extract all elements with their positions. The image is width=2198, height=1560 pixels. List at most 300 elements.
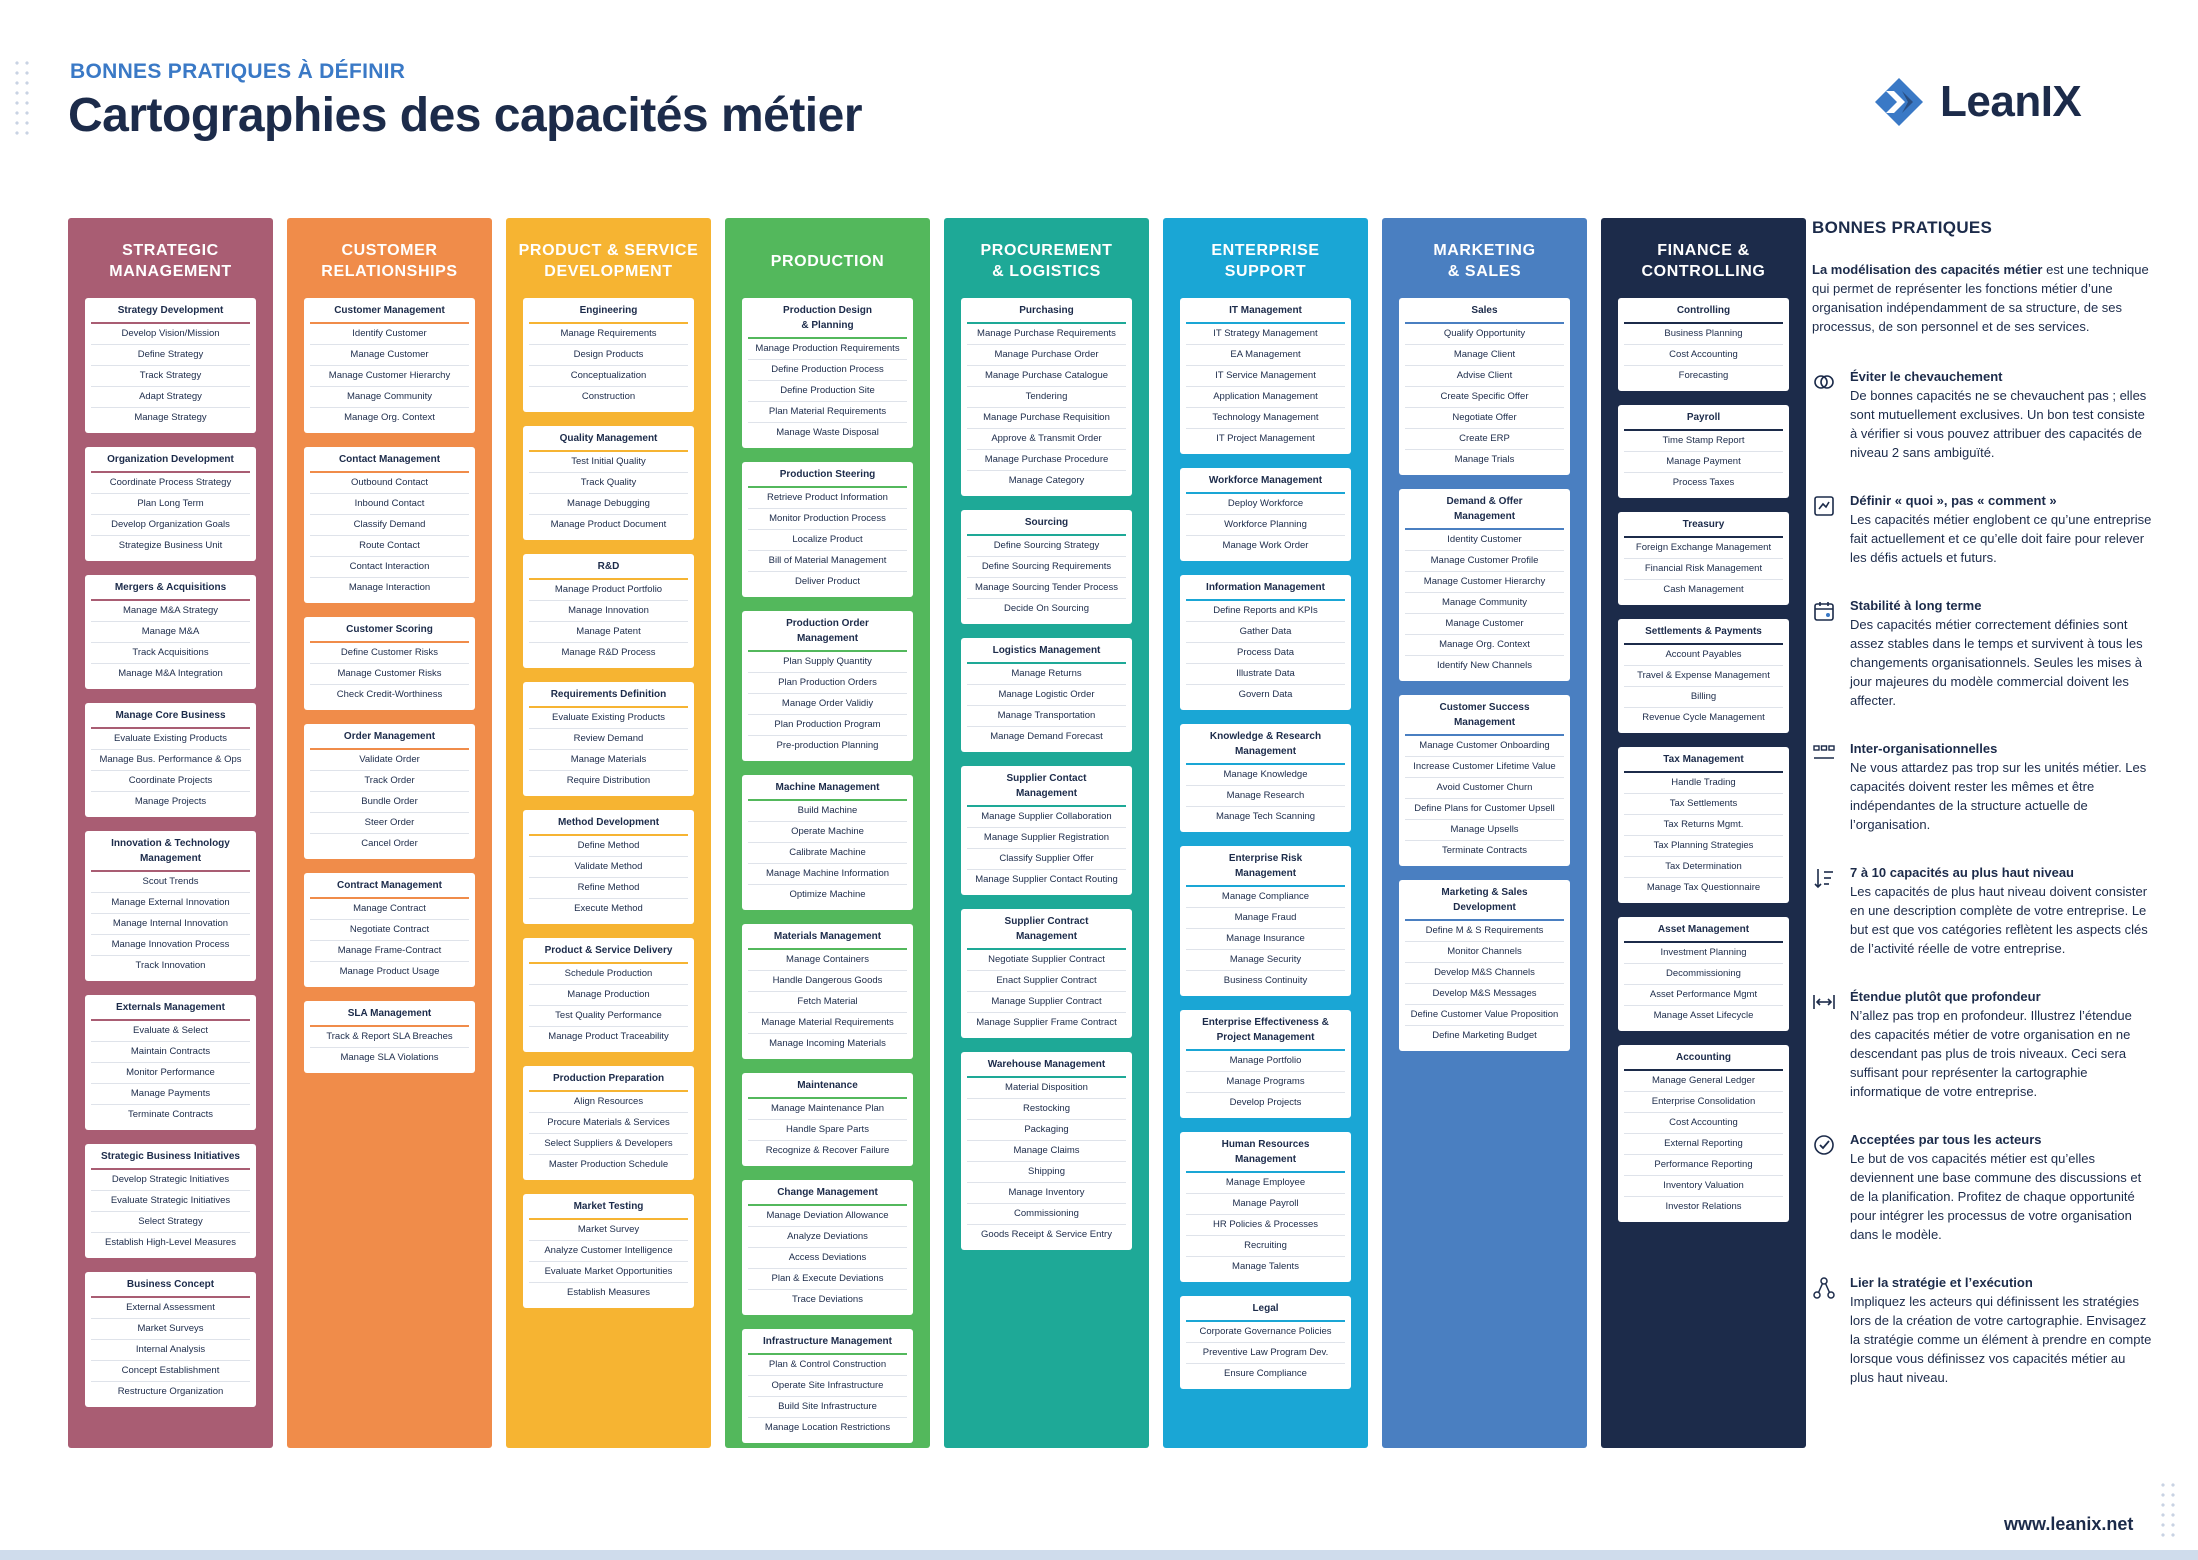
best-practices-title: BONNES PRATIQUES	[1812, 218, 1993, 237]
capability-group	[961, 1052, 1132, 1250]
capability-item: Execute Method	[574, 903, 643, 914]
capability-item: Enact Supplier Contract	[967, 971, 1126, 992]
capability-item: Classify Demand	[310, 515, 469, 536]
capability-item: Tendering	[967, 387, 1126, 408]
capability-item: Plan & Execute Deviations	[748, 1269, 907, 1290]
what-not-how-icon	[1812, 494, 1836, 518]
column-enterprise-support	[1163, 218, 1368, 1448]
capability-item: Manage SLA Violations	[340, 1052, 439, 1063]
capability-item: Design Products	[529, 345, 688, 366]
capability-item: Localize Product	[748, 530, 907, 551]
capability-item: Manage Supplier Frame Contract	[976, 1017, 1117, 1028]
capability-map	[68, 218, 1778, 1448]
capability-item: Business Continuity	[1223, 975, 1308, 986]
capability-group	[1618, 298, 1789, 391]
capability-item: Terminate Contracts	[1441, 845, 1527, 856]
best-practice-title: Stabilité à long terme	[1850, 598, 1982, 613]
capability-item: Bill of Material Management	[748, 551, 907, 572]
capability-item: Avoid Customer Churn	[1405, 778, 1564, 799]
capability-item: Manage Work Order	[1222, 540, 1309, 551]
capability-item: Manage Product Portfolio	[529, 580, 688, 601]
best-practice-title: Acceptées par tous les acteurs	[1850, 1132, 2042, 1147]
capability-group-title: Customer Scoring	[310, 619, 469, 643]
capability-item: Manage Innovation Process	[91, 935, 250, 956]
best-practice-title: 7 à 10 capacités au plus haut niveau	[1850, 865, 2074, 880]
capability-group-title: Strategy Development	[91, 300, 250, 324]
capability-group	[85, 575, 256, 689]
network-icon	[1812, 1276, 1836, 1300]
capability-item: Material Disposition	[967, 1078, 1126, 1099]
capability-item: Monitor Channels	[1405, 942, 1564, 963]
capability-group	[742, 611, 913, 761]
capability-item: Time Stamp Report	[1624, 431, 1783, 452]
capability-item: Recruiting	[1186, 1236, 1345, 1257]
capability-item: Asset Performance Mgmt	[1624, 985, 1783, 1006]
decorative-dots-bottom	[2158, 1480, 2180, 1540]
capability-group-title: Production Preparation	[529, 1068, 688, 1092]
column-production	[725, 218, 930, 1448]
capability-item: Increase Customer Lifetime Value	[1405, 757, 1564, 778]
capability-item: Qualify Opportunity	[1405, 324, 1564, 345]
capability-item: Manage Research	[1186, 786, 1345, 807]
capability-item: Manage Interaction	[348, 582, 431, 593]
capability-item: Manage Claims	[967, 1141, 1126, 1162]
capability-item: Enterprise Consolidation	[1624, 1092, 1783, 1113]
capability-group	[85, 447, 256, 561]
capability-item: Manage Maintenance Plan	[748, 1099, 907, 1120]
capability-item: Conceptualization	[529, 366, 688, 387]
capability-item: Check Credit-Worthiness	[336, 689, 443, 700]
capability-group	[523, 682, 694, 796]
best-practice-text: Ne vous attardez pas trop sur les unités métier. Les capacités doivent rester les mêmes et être indépendantes de la structure actuelle de l’organisation.	[1850, 760, 2147, 832]
capability-item: Manage Contract	[310, 899, 469, 920]
capability-group	[304, 873, 475, 987]
column-header: CUSTOMER RELATIONSHIPS	[321, 242, 458, 280]
best-practice-item	[1812, 1131, 2152, 1244]
capability-item: Coordinate Projects	[91, 771, 250, 792]
capability-group-title: Strategic Business Initiatives	[91, 1146, 250, 1170]
capability-item: Plan & Control Construction	[748, 1355, 907, 1376]
capability-item: Define Method	[529, 836, 688, 857]
capability-item: Preventive Law Program Dev.	[1186, 1343, 1345, 1364]
capability-item: Manage Payroll	[1186, 1194, 1345, 1215]
capability-group-title: Treasury	[1624, 514, 1783, 538]
capability-item: Manage Production Requirements	[748, 339, 907, 360]
capability-group	[1399, 695, 1570, 866]
capability-group-title: Enterprise Effectiveness & Project Management	[1186, 1012, 1345, 1051]
capability-item: Track Acquisitions	[91, 643, 250, 664]
capability-item: Manage Patent	[529, 622, 688, 643]
capability-item: Manage Compliance	[1186, 887, 1345, 908]
capability-group-title: Change Management	[748, 1182, 907, 1206]
capability-group-title: Payroll	[1624, 407, 1783, 431]
capability-group	[1180, 468, 1351, 561]
capability-item: Manage Deviation Allowance	[748, 1206, 907, 1227]
capability-item: Fetch Material	[748, 992, 907, 1013]
capability-item: Foreign Exchange Management	[1624, 538, 1783, 559]
capability-group	[304, 298, 475, 433]
capability-item: Manage Customer	[310, 345, 469, 366]
capability-item: Coordinate Process Strategy	[91, 473, 250, 494]
capability-item: Manage Logistic Order	[967, 685, 1126, 706]
capability-item: Manage Supplier Contract	[967, 992, 1126, 1013]
capability-group	[1180, 1296, 1351, 1389]
capability-item: Manage Asset Lifecycle	[1653, 1010, 1754, 1021]
capability-item: Manage M&A Integration	[118, 668, 223, 679]
capability-item: Identify Customer	[310, 324, 469, 345]
capability-group	[742, 298, 913, 448]
capability-item: Travel & Expense Management	[1624, 666, 1783, 687]
column-header: PRODUCT & SERVICE DEVELOPMENT	[518, 242, 699, 280]
capability-item: Manage Fraud	[1186, 908, 1345, 929]
column-body	[1399, 298, 1570, 1065]
capability-group	[742, 1180, 913, 1315]
column-procurement-and-logistics	[944, 218, 1149, 1448]
capability-group-title: Machine Management	[748, 777, 907, 801]
check-circle-icon	[1812, 1133, 1836, 1157]
capability-item: Schedule Production	[529, 964, 688, 985]
capability-item: Plan Long Term	[91, 494, 250, 515]
capability-group-title: Sourcing	[967, 512, 1126, 536]
capability-group	[961, 510, 1132, 624]
capability-item: Gather Data	[1186, 622, 1345, 643]
capability-item: Evaluate Market Opportunities	[529, 1262, 688, 1283]
capability-group-title: Controlling	[1624, 300, 1783, 324]
capability-group-title: Asset Management	[1624, 919, 1783, 943]
capability-item: Build Site Infrastructure	[748, 1397, 907, 1418]
capability-group	[1618, 917, 1789, 1031]
capability-item: Manage Payments	[91, 1084, 250, 1105]
capability-group-title: Business Concept	[91, 1274, 250, 1298]
capability-item: Manage Trials	[1454, 454, 1515, 465]
capability-item: Validate Method	[529, 857, 688, 878]
capability-item: Cash Management	[1663, 584, 1744, 595]
capability-item: Define Plans for Customer Upsell	[1405, 799, 1564, 820]
capability-group-title: Mergers & Acquisitions	[91, 577, 250, 601]
capability-group	[85, 831, 256, 981]
bottom-bar	[0, 1550, 2198, 1560]
capability-item: Evaluate & Select	[91, 1021, 250, 1042]
capability-item: Market Surveys	[91, 1319, 250, 1340]
capability-item: Restocking	[967, 1099, 1126, 1120]
best-practices-panel	[1812, 218, 2152, 1417]
capability-item: Manage Innovation	[529, 601, 688, 622]
capability-item: Create Specific Offer	[1405, 387, 1564, 408]
capability-item: Develop Strategic Initiatives	[91, 1170, 250, 1191]
capability-item: Manage Purchase Requirements	[967, 324, 1126, 345]
capability-item: Contact Interaction	[310, 557, 469, 578]
capability-group	[85, 1272, 256, 1407]
capability-group-title: Maintenance	[748, 1075, 907, 1099]
capability-item: Investment Planning	[1624, 943, 1783, 964]
capability-item: Manage Machine Information	[748, 864, 907, 885]
capability-item: Manage Community	[310, 387, 469, 408]
capability-item: Validate Order	[310, 750, 469, 771]
capability-item: Pre-production Planning	[776, 740, 879, 751]
capability-group	[1399, 298, 1570, 475]
capability-item: Define Customer Value Proposition	[1405, 1005, 1564, 1026]
column-header: STRATEGIC MANAGEMENT	[109, 242, 232, 280]
capability-item: Manage Programs	[1186, 1072, 1345, 1093]
capability-item: Establish High-Level Measures	[105, 1237, 236, 1248]
capability-item: Performance Reporting	[1624, 1155, 1783, 1176]
capability-item: IT Strategy Management	[1186, 324, 1345, 345]
capability-item: Operate Machine	[748, 822, 907, 843]
capability-item: Workforce Planning	[1186, 515, 1345, 536]
best-practice-text: N’allez pas trop en profondeur. Illustrez l’étendue des capacités métier de votre organisation en ne descendant pas plus de trois niveaux. Ceci sera suffisant pour représenter la cartographie informatique de votre entreprise.	[1850, 1008, 2132, 1099]
capability-group-title: Enterprise Risk Management	[1186, 848, 1345, 887]
capability-group	[523, 1194, 694, 1308]
capability-item: Manage Security	[1186, 950, 1345, 971]
capability-item: Outbound Contact	[310, 473, 469, 494]
capability-item: Plan Production Orders	[748, 673, 907, 694]
capability-item: Plan Production Program	[748, 715, 907, 736]
capability-item: Manage Customer Risks	[310, 664, 469, 685]
capability-item: Tax Returns Mgmt.	[1624, 815, 1783, 836]
capability-item: Manage Product Traceability	[548, 1031, 669, 1042]
column-body	[85, 298, 256, 1421]
capability-item: Investor Relations	[1665, 1201, 1742, 1212]
capability-item: Tax Determination	[1624, 857, 1783, 878]
capability-item: Terminate Contracts	[127, 1109, 213, 1120]
capability-item: Monitor Performance	[91, 1063, 250, 1084]
column-body	[1180, 298, 1351, 1403]
capability-group-title: Method Development	[529, 812, 688, 836]
capability-item: Manage Product Usage	[339, 966, 440, 977]
capability-group	[742, 1329, 913, 1443]
capability-group-title: Contact Management	[310, 449, 469, 473]
capability-group-title: Contract Management	[310, 875, 469, 899]
capability-group-title: Order Management	[310, 726, 469, 750]
capability-group-title: Customer Management	[310, 300, 469, 324]
capability-group-title: Infrastructure Management	[748, 1331, 907, 1355]
capability-group-title: Demand & Offer Management	[1405, 491, 1564, 530]
capability-item: Manage Insurance	[1186, 929, 1345, 950]
capability-group	[85, 1144, 256, 1258]
capability-item: IT Service Management	[1186, 366, 1345, 387]
capability-group	[1180, 575, 1351, 710]
capability-item: Shipping	[967, 1162, 1126, 1183]
capability-item: Recognize & Recover Failure	[765, 1145, 890, 1156]
leanix-logo-icon	[1872, 75, 1926, 129]
capability-group	[304, 617, 475, 710]
capability-group	[961, 766, 1132, 895]
column-body	[742, 298, 913, 1457]
capability-item: Inventory Valuation	[1624, 1176, 1783, 1197]
capability-item: Manage Employee	[1186, 1173, 1345, 1194]
capability-group-title: Supplier Contact Management	[967, 768, 1126, 807]
capability-item: Define Production Site	[748, 381, 907, 402]
capability-item: Develop M&S Messages	[1405, 984, 1564, 1005]
capability-item: Manage Org. Context	[344, 412, 435, 423]
capability-group-title: IT Management	[1186, 300, 1345, 324]
capability-item: Define Customer Risks	[310, 643, 469, 664]
capability-group	[304, 447, 475, 603]
capability-item: Manage Talents	[1232, 1261, 1299, 1272]
capability-item: Manage Returns	[967, 664, 1126, 685]
capability-item: Track Innovation	[135, 960, 206, 971]
capability-item: Manage Customer Onboarding	[1405, 736, 1564, 757]
capability-item: Manage External Innovation	[91, 893, 250, 914]
column-customer-relationships	[287, 218, 492, 1448]
capability-item: Evaluate Existing Products	[91, 729, 250, 750]
column-product-and-service-development	[506, 218, 711, 1448]
capability-item: Concept Establishment	[91, 1361, 250, 1382]
capability-item: Develop Projects	[1229, 1097, 1302, 1108]
capability-item: Steer Order	[310, 813, 469, 834]
best-practice-item	[1812, 492, 2152, 567]
capability-item: Advise Client	[1405, 366, 1564, 387]
capability-group	[742, 924, 913, 1059]
capability-group-title: Purchasing	[967, 300, 1126, 324]
capability-group	[961, 638, 1132, 752]
capability-item: Process Data	[1186, 643, 1345, 664]
column-header: ENTERPRISE SUPPORT	[1211, 242, 1320, 280]
capability-item: Track Strategy	[91, 366, 250, 387]
capability-item: External Reporting	[1624, 1134, 1783, 1155]
best-practice-item	[1812, 597, 2152, 710]
capability-item: Handle Dangerous Goods	[748, 971, 907, 992]
capability-group	[1618, 512, 1789, 605]
capability-group-title: Warehouse Management	[967, 1054, 1126, 1078]
capability-item: Manage Incoming Materials	[769, 1038, 886, 1049]
capability-item: Track & Report SLA Breaches	[310, 1027, 469, 1048]
capability-item: Manage Sourcing Tender Process	[967, 578, 1126, 599]
capability-group	[1399, 880, 1570, 1051]
capability-item: Manage Supplier Collaboration	[967, 807, 1126, 828]
capability-group-title: Information Management	[1186, 577, 1345, 601]
capability-item: Align Resources	[529, 1092, 688, 1113]
capability-item: Business Planning	[1624, 324, 1783, 345]
capability-item: Deliver Product	[795, 576, 860, 587]
capability-item: IT Project Management	[1216, 433, 1315, 444]
capability-item: Handle Spare Parts	[748, 1120, 907, 1141]
best-practice-title: Étendue plutôt que profondeur	[1850, 989, 2041, 1004]
capability-item: Define M & S Requirements	[1405, 921, 1564, 942]
capability-item: Decommissioning	[1624, 964, 1783, 985]
capability-item: Goods Receipt & Service Entry	[981, 1229, 1112, 1240]
capability-item: Manage Materials	[529, 750, 688, 771]
column-marketing-and-sales	[1382, 218, 1587, 1448]
capability-item: Access Deviations	[748, 1248, 907, 1269]
capability-item: Manage Transportation	[967, 706, 1126, 727]
capability-item: Manage Requirements	[529, 324, 688, 345]
capability-group	[742, 462, 913, 597]
capability-item: Evaluate Existing Products	[529, 708, 688, 729]
capability-group	[1399, 489, 1570, 681]
capability-item: Manage Debugging	[529, 494, 688, 515]
capability-group	[523, 426, 694, 540]
capability-item: Define Production Process	[748, 360, 907, 381]
capability-group	[1618, 619, 1789, 733]
capability-group-title: Knowledge & Research Management	[1186, 726, 1345, 765]
capability-item: Define Marketing Budget	[1432, 1030, 1537, 1041]
capability-item: Cost Accounting	[1624, 345, 1783, 366]
capability-group	[1618, 747, 1789, 903]
capability-group-title: Engineering	[529, 300, 688, 324]
capability-item: Negotiate Offer	[1405, 408, 1564, 429]
capability-item: Refine Method	[529, 878, 688, 899]
capability-item: Manage Purchase Procedure	[967, 450, 1126, 471]
width-icon	[1812, 990, 1836, 1014]
capability-item: Manage Internal Innovation	[91, 914, 250, 935]
capability-item: Manage Payment	[1624, 452, 1783, 473]
best-practice-item	[1812, 740, 2152, 834]
capability-item: Billing	[1624, 687, 1783, 708]
column-body	[961, 298, 1132, 1264]
capability-item: Manage Purchase Order	[967, 345, 1126, 366]
capability-item: Restructure Organization	[117, 1386, 224, 1397]
capability-item: Manage Material Requirements	[748, 1013, 907, 1034]
best-practice-text: Le but de vos capacités métier est qu’elles deviennent une base commune des discussions et de la planification. Profitez de chaque opportunité pour intégrer les processus de votre organisation dans le modèle.	[1850, 1151, 2142, 1242]
column-body	[523, 298, 694, 1322]
capability-group	[1180, 1132, 1351, 1282]
capability-item: Manage Purchase Requisition	[967, 408, 1126, 429]
capability-item: Procure Materials & Services	[529, 1113, 688, 1134]
capability-group	[1618, 1045, 1789, 1222]
capability-group	[523, 1066, 694, 1180]
column-header: PROCUREMENT & LOGISTICS	[980, 242, 1113, 280]
best-practice-text: Les capacités métier englobent ce qu’une entreprise fait actuellement et ce qu’elle doit faire pour relever les défis actuels et futurs.	[1850, 512, 2152, 565]
capability-item: Master Production Schedule	[548, 1159, 669, 1170]
capability-group-title: Materials Management	[748, 926, 907, 950]
capability-group	[1180, 1010, 1351, 1118]
capability-item: Cancel Order	[361, 838, 418, 849]
capability-item: Decide On Sourcing	[1003, 603, 1090, 614]
capability-item: Select Suppliers & Developers	[529, 1134, 688, 1155]
capability-item: Approve & Transmit Order	[967, 429, 1126, 450]
capability-item: Require Distribution	[566, 775, 651, 786]
capability-group	[742, 775, 913, 910]
capability-group	[1180, 724, 1351, 832]
capability-item: External Assessment	[91, 1298, 250, 1319]
capability-item: Corporate Governance Policies	[1186, 1322, 1345, 1343]
capability-item: Define Sourcing Requirements	[967, 557, 1126, 578]
capability-group	[85, 703, 256, 817]
capability-item: Forecasting	[1678, 370, 1729, 381]
capability-group-title: Manage Core Business	[91, 705, 250, 729]
capability-group-title: Requirements Definition	[529, 684, 688, 708]
capability-item: Optimize Machine	[789, 889, 866, 900]
capability-item: Manage Bus. Performance & Ops	[91, 750, 250, 771]
capability-group-title: Production Order Management	[748, 613, 907, 652]
column-finance-and-controlling	[1601, 218, 1806, 1448]
capability-item: Illustrate Data	[1186, 664, 1345, 685]
capability-group	[304, 724, 475, 859]
capability-item: Market Survey	[529, 1220, 688, 1241]
capability-item: Bundle Order	[310, 792, 469, 813]
overlap-icon	[1812, 370, 1836, 394]
calendar-icon	[1812, 599, 1836, 623]
capability-item: Revenue Cycle Management	[1642, 712, 1765, 723]
capability-group-title: Logistics Management	[967, 640, 1126, 664]
column-body	[1618, 298, 1789, 1236]
capability-item: Evaluate Strategic Initiatives	[91, 1191, 250, 1212]
capability-item: Manage M&A Strategy	[91, 601, 250, 622]
best-practice-text: Les capacités de plus haut niveau doivent consister en une description complète de votre entreprise. Le but est que vos catégories reflètent les aspects clés de l’activité réelle de votre entreprise.	[1850, 884, 2148, 956]
best-practices-intro-text: est une technique qui permet de représenter les fonctions métier d’une organisation indépendamment de sa structure, de ses processus, de son personnel et de ses services.	[1812, 262, 2149, 334]
capability-group-title: Workforce Management	[1186, 470, 1345, 494]
footer-url[interactable]: www.leanix.net	[2004, 1514, 2134, 1534]
column-body	[304, 298, 475, 1087]
capability-item: Ensure Compliance	[1224, 1368, 1307, 1379]
leanix-logo-text: LeanIX	[1940, 77, 2082, 126]
capability-item: Manage Community	[1405, 593, 1564, 614]
capability-item: Manage Customer Hierarchy	[1405, 572, 1564, 593]
capability-item: Calibrate Machine	[748, 843, 907, 864]
capability-item: Identify New Channels	[1436, 660, 1533, 671]
capability-group-title: Legal	[1186, 1298, 1345, 1322]
